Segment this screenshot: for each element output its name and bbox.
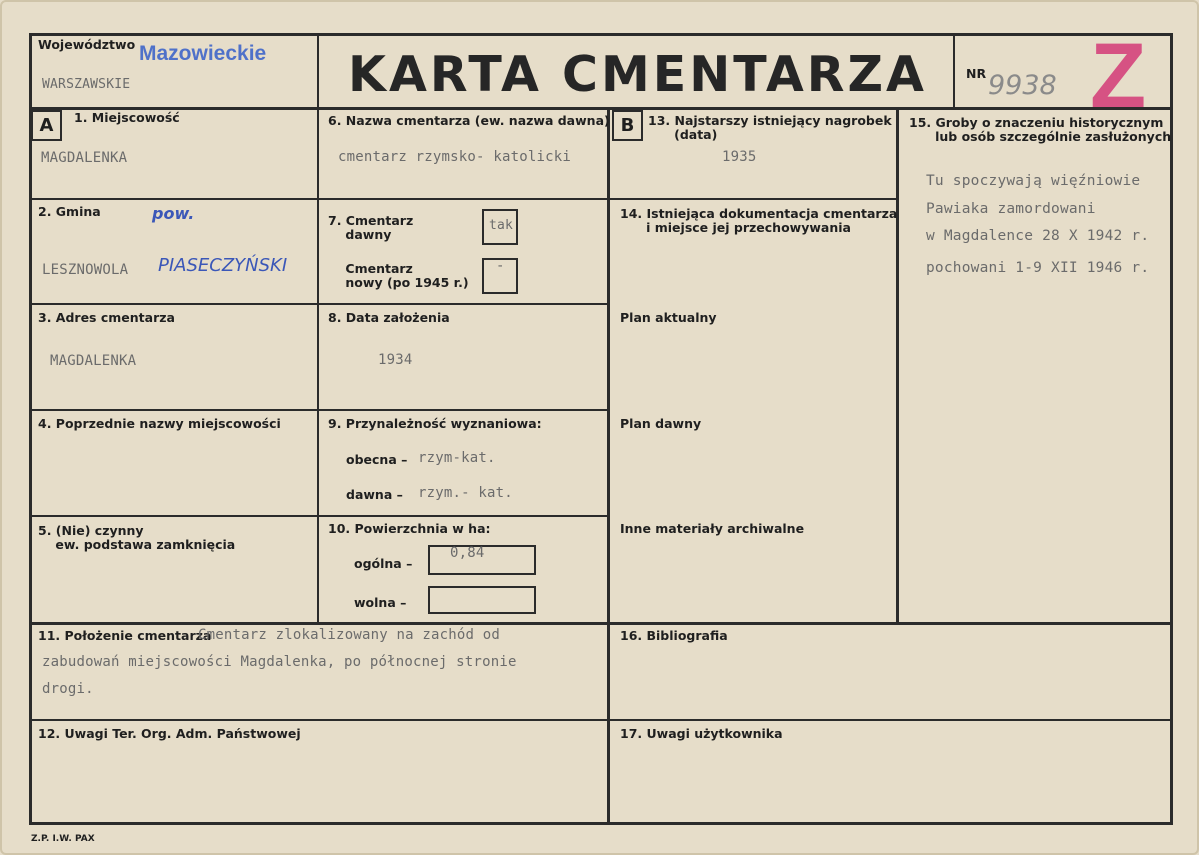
field-15-line-4: pochowani 1-9 XII 1946 r. (926, 260, 1150, 276)
field-9-current-label: obecna – (346, 452, 408, 467)
header-vline-1 (317, 33, 319, 109)
new-cemetery-value: - (496, 258, 505, 274)
field-9-former-value: rzym.- kat. (418, 485, 513, 501)
printer-mark: Z.P. I.W. PAX (31, 834, 95, 844)
frame-top (29, 33, 1173, 36)
card-title: KARTA CMENTARZA (348, 46, 927, 103)
field-8-value: 1934 (378, 352, 413, 368)
nr-value: 9938 (988, 70, 1057, 101)
field-9-current-value: rzym-kat. (418, 450, 496, 466)
header-vline-2 (953, 33, 955, 109)
frame-bottom (29, 822, 1173, 825)
header-divider (29, 107, 1173, 110)
frame-left (29, 33, 32, 825)
free-area-box (428, 586, 536, 614)
field-13-label: 13. Najstarszy istniejący nagrobek (data) (648, 113, 892, 142)
plan-current-label: Plan aktualny (620, 310, 717, 325)
field-6-label: 6. Nazwa cmentarza (ew. nazwa dawna) (328, 113, 610, 128)
frame-right (1170, 33, 1173, 825)
field-4-label: 4. Poprzednie nazwy miejscowości (38, 416, 281, 431)
old-cemetery-value: tak (489, 218, 514, 233)
field-10-label: 10. Powierzchnia w ha: (328, 521, 491, 536)
field-17-label: 17. Uwagi użytkownika (620, 726, 783, 741)
field-15-label: 15. Groby o znaczeniu historycznym lub osób szczególnie zasłużonych (909, 115, 1172, 144)
section-b-box: B (612, 110, 643, 141)
field-3-label: 3. Adres cmentarza (38, 310, 175, 325)
field-11-line-3: drogi. (42, 681, 94, 697)
field-13-value: 1935 (722, 149, 757, 165)
field-2-label: 2. Gmina (38, 204, 101, 219)
field-9-label: 9. Przynależność wyznaniowa: (328, 416, 542, 431)
field-15-line-3: w Magdalence 28 X 1942 r. (926, 228, 1150, 244)
field-1-label: 1. Miejscowość (74, 110, 180, 125)
voivodeship-typed: WARSZAWSKIE (42, 77, 131, 92)
field-2-hand-value: PIASECZYŃSKI (158, 255, 288, 276)
field-11-line-1: Cmentarz zlokalizowany na zachód od (198, 627, 501, 643)
field-7-new-label: Cmentarz nowy (po 1945 r.) (345, 261, 469, 290)
field-15-line-1: Tu spoczywają więźniowie (926, 173, 1141, 189)
field-10-total-value: 0,84 (450, 545, 485, 561)
field-12-label: 12. Uwagi Ter. Org. Adm. Państwowej (38, 726, 301, 741)
field-2-hand-note: pow. (152, 204, 195, 223)
row-line-bottom (29, 719, 1173, 721)
section-a-box: A (31, 110, 62, 141)
row-line-1 (29, 198, 609, 200)
field-8-label: 8. Data założenia (328, 310, 450, 325)
field-9-former-label: dawna – (346, 487, 403, 502)
grid-vline-b (607, 107, 610, 823)
field-16-label: 16. Bibliografia (620, 628, 728, 643)
row-line-3 (29, 409, 609, 411)
field-3-value: MAGDALENKA (50, 353, 137, 369)
field-6-value: cmentarz rzymsko- katolicki (338, 149, 571, 165)
section-divider (29, 622, 1173, 625)
other-materials-label: Inne materiały archiwalne (620, 521, 805, 536)
field-7-old-label: 7. Cmentarz dawny (328, 213, 414, 242)
nr-label: NR (966, 66, 987, 81)
field-11-label: 11. Położenie cmentarza (38, 628, 212, 643)
field-10-free-label: wolna – (354, 595, 407, 610)
category-mark: Z (1090, 25, 1147, 127)
field-11-line-2: zabudowań miejscowości Magdalenka, po północnej stronie (42, 654, 517, 670)
grid-vline-a (317, 107, 319, 623)
field-2-value: LESZNOWOLA (42, 262, 129, 278)
voivodeship-label: Województwo (38, 37, 136, 52)
field-15-line-2: Pawiaka zamordowani (926, 201, 1096, 217)
field-14-label: 14. Istniejąca dokumentacja cmentarza i miejsce jej przechowywania (620, 206, 898, 235)
grid-vline-c (896, 107, 899, 623)
field-10-total-label: ogólna – (354, 556, 413, 571)
row-line-b1 (607, 198, 898, 200)
row-line-4 (29, 515, 609, 517)
voivodeship-stamp: Mazowieckie (139, 42, 267, 65)
field-1-value: MAGDALENKA (41, 150, 128, 166)
field-5-label: 5. (Nie) czynny ew. podstawa zamknięcia (38, 523, 236, 552)
row-line-2 (29, 303, 609, 305)
plan-old-label: Plan dawny (620, 416, 702, 431)
